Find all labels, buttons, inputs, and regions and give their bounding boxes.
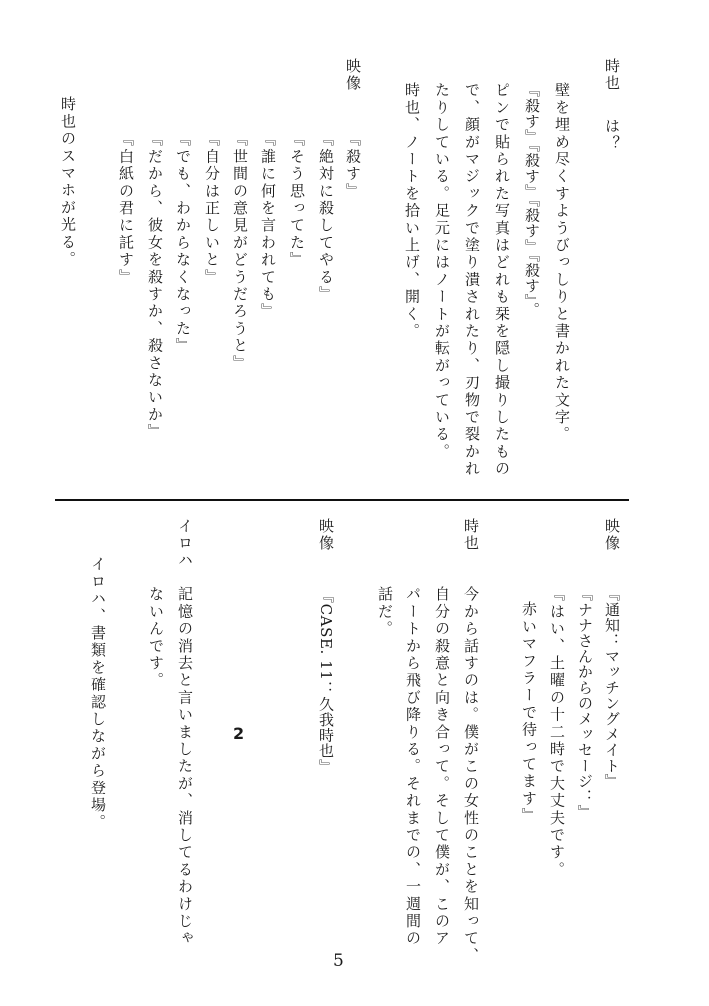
- stage-direction: 時也のスマホが光る。: [59, 96, 77, 268]
- video-line: 『誰に何を言われても』: [259, 131, 277, 321]
- dialogue-line: は？: [603, 118, 621, 153]
- section-divider: [55, 499, 629, 501]
- speaker-tokiya: 時也: [603, 58, 621, 92]
- dialogue-line: 記憶の消去と言いましたが、消してるわけじゃ: [176, 586, 194, 948]
- stage-direction: 壁を埋め尽くすようびっしりと書かれた文字。: [553, 82, 571, 444]
- speaker-video: 映像: [603, 518, 621, 552]
- video-line: 『白紙の君に託す』: [117, 131, 135, 286]
- page-number: 5: [333, 951, 344, 971]
- speaker-iroha: イロハ: [176, 518, 194, 569]
- video-line: 『世間の意見がどうだろうと』: [231, 131, 249, 372]
- video-line: 赤いマフラーで待ってます』: [520, 601, 538, 825]
- stage-direction: たりしている。足元にはノートが転がっている。: [433, 82, 451, 461]
- video-line: 『通知：マッチングメイト』: [603, 586, 621, 789]
- stage-direction: イロハ、書類を確認しながら登場。: [89, 556, 107, 832]
- video-line: 『だから、彼女を殺すか、殺さないか』: [146, 131, 164, 441]
- video-line: 『CASE. 11：久我時也』: [317, 588, 335, 775]
- video-line: 『殺す』: [344, 131, 362, 200]
- video-line: 『ナナさんからのメッセージ：』: [576, 586, 594, 820]
- dialogue-line: 今から話すのは。僕がこの女性のことを知って、: [462, 586, 480, 965]
- dialogue-line: パートから飛び降りる。それまでの、一週間の: [404, 586, 422, 948]
- video-line: 『でも、わからなくなった』: [174, 131, 192, 355]
- speaker-video: 映像: [344, 58, 362, 92]
- video-line: 『絶対に殺してやる』: [317, 131, 335, 303]
- scene-number: 2: [233, 724, 245, 743]
- dialogue-line: 話だ。: [376, 586, 394, 638]
- video-line: 『自分は正しいと』: [203, 131, 221, 286]
- dialogue-line: ないんです。: [147, 586, 165, 690]
- stage-direction: 『殺す』『殺す』『殺す』『殺す』。: [523, 82, 541, 318]
- speaker-tokiya: 時也: [462, 518, 480, 552]
- stage-direction: ピンで貼られた写真はどれも栞を隠し撮りしたもの: [493, 82, 511, 478]
- video-line: 『そう思ってた』: [288, 131, 306, 269]
- speaker-video: 映像: [317, 518, 335, 552]
- stage-direction: 時也、ノートを拾い上げ、開く。: [403, 82, 421, 340]
- dialogue-line: 自分の殺意と向き合って。そして僕が、このア: [433, 586, 451, 948]
- video-line: 『はい、土曜の十二時で大丈夫です。: [548, 586, 566, 879]
- stage-direction: で、顔がマジックで塗り潰されたり、刃物で裂かれ: [463, 82, 481, 478]
